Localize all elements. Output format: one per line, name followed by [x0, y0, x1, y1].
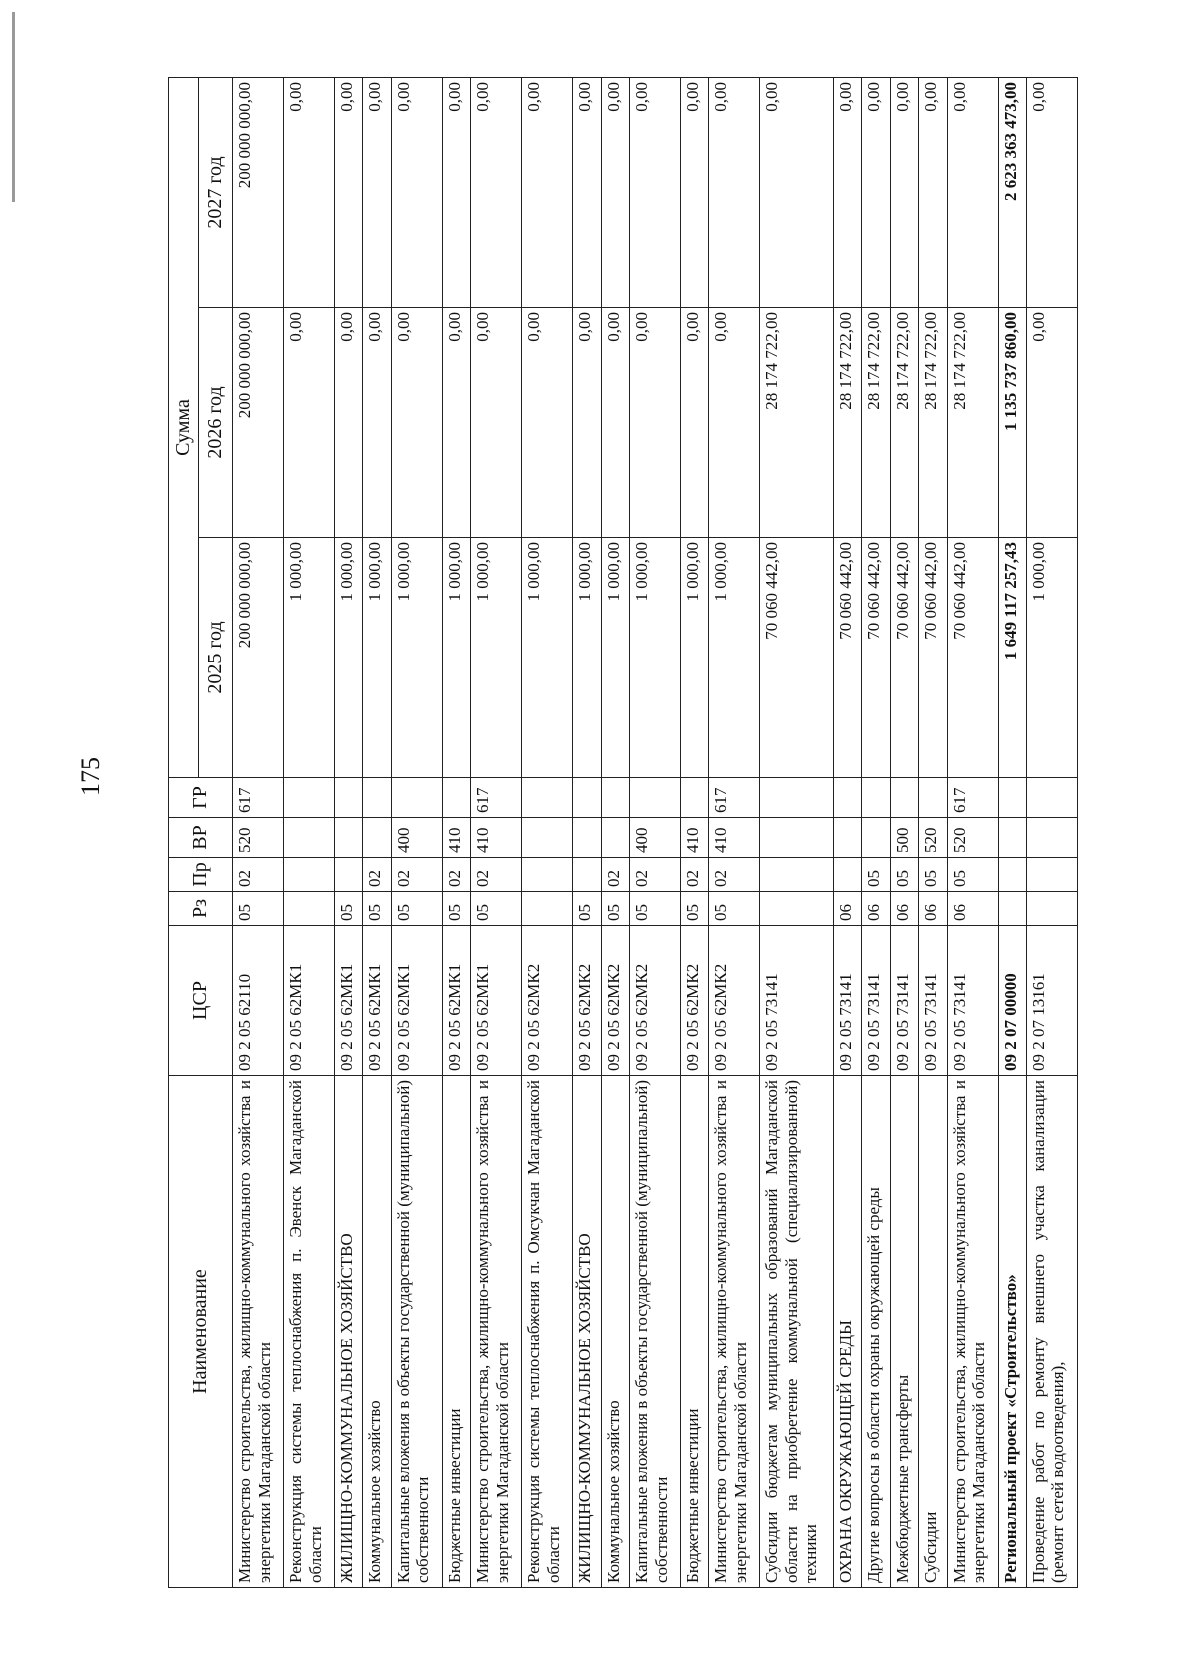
row-name-cell: Капитальные вложения в объекты государственной (муниципальной) собственности — [391, 1076, 442, 1588]
row-sum-2027-cell: 200 000 000,00 — [233, 77, 284, 307]
table-row — [833, 77, 861, 1587]
row-sum-2027-cell: 0,00 — [890, 77, 918, 307]
row-vr-cell — [601, 818, 629, 858]
row-vr-cell — [284, 818, 335, 858]
header-gr: ГР — [169, 778, 233, 818]
row-csr-cell: 09 2 05 73141 — [890, 926, 918, 1076]
row-rz-cell: 05 — [363, 892, 391, 926]
row-vr-cell: 520 — [919, 818, 947, 858]
row-name-cell: Межбюджетные трансферты — [890, 1076, 918, 1588]
row-sum-2027-cell: 0,00 — [1026, 77, 1077, 307]
row-sum-2025-cell: 1 000,00 — [471, 538, 522, 778]
row-sum-2025-cell: 1 000,00 — [629, 538, 680, 778]
row-sum-2025-cell: 1 000,00 — [363, 538, 391, 778]
row-csr-cell: 09 2 05 73141 — [760, 926, 834, 1076]
table-header — [169, 77, 233, 1587]
row-pr-cell: 02 — [442, 858, 470, 892]
row-csr-cell: 09 2 05 73141 — [919, 926, 947, 1076]
header-vr: ВР — [169, 818, 233, 858]
row-sum-2026-cell: 0,00 — [522, 308, 573, 538]
row-sum-2026-cell: 200 000 000,00 — [233, 308, 284, 538]
row-gr-cell — [862, 778, 890, 818]
row-gr-cell — [522, 778, 573, 818]
row-gr-cell — [1026, 778, 1077, 818]
row-name-cell: Реконструкция системы теплоснабжения п. Эвенск Магаданской области — [284, 1076, 335, 1588]
row-sum-2026-cell: 0,00 — [363, 308, 391, 538]
row-vr-cell — [522, 818, 573, 858]
row-vr-cell — [833, 818, 861, 858]
row-csr-cell: 09 2 05 62МК1 — [442, 926, 470, 1076]
table-row — [391, 77, 442, 1587]
row-pr-cell — [760, 858, 834, 892]
table-row — [919, 77, 947, 1587]
row-sum-2026-cell: 0,00 — [391, 308, 442, 538]
row-name-cell: ОХРАНА ОКРУЖАЮЩЕЙ СРЕДЫ — [833, 1076, 861, 1588]
row-name-cell: Реконструкция системы теплоснабжения п. Омсукчан Магаданской области — [522, 1076, 573, 1588]
row-sum-2026-cell: 0,00 — [335, 308, 363, 538]
row-sum-2025-cell: 70 060 442,00 — [919, 538, 947, 778]
row-vr-cell — [335, 818, 363, 858]
table-row — [629, 77, 680, 1587]
row-sum-2026-cell: 28 174 722,00 — [862, 308, 890, 538]
row-vr-cell — [998, 818, 1026, 858]
row-gr-cell — [363, 778, 391, 818]
row-vr-cell — [862, 818, 890, 858]
row-vr-cell — [573, 818, 601, 858]
row-sum-2027-cell: 2 623 363 473,00 — [998, 77, 1026, 307]
budget-table — [168, 77, 1078, 1588]
row-pr-cell: 02 — [680, 858, 708, 892]
row-rz-cell: 06 — [862, 892, 890, 926]
row-csr-cell: 09 2 05 62МК2 — [601, 926, 629, 1076]
row-csr-cell: 09 2 05 62МК1 — [471, 926, 522, 1076]
row-gr-cell: 617 — [709, 778, 760, 818]
row-vr-cell: 410 — [709, 818, 760, 858]
row-sum-2027-cell: 0,00 — [391, 77, 442, 307]
row-name-cell: Проведение работ по ремонту внешнего участка канализации (ремонт сетей водоотведения), — [1026, 1076, 1077, 1588]
row-gr-cell: 617 — [233, 778, 284, 818]
row-csr-cell: 09 2 05 62МК2 — [709, 926, 760, 1076]
row-vr-cell: 410 — [680, 818, 708, 858]
row-pr-cell: 02 — [363, 858, 391, 892]
row-vr-cell — [760, 818, 834, 858]
row-sum-2025-cell: 1 000,00 — [391, 538, 442, 778]
row-gr-cell: 617 — [947, 778, 998, 818]
row-gr-cell — [833, 778, 861, 818]
header-year-2025: 2025 год — [199, 538, 233, 778]
row-name-cell: Коммунальное хозяйство — [363, 1076, 391, 1588]
row-name-cell: Министерство строительства, жилищно-коммунального хозяйства и энергетики Магаданской области — [233, 1076, 284, 1588]
row-csr-cell: 09 2 05 62МК1 — [363, 926, 391, 1076]
row-pr-cell: 02 — [629, 858, 680, 892]
row-rz-cell — [1026, 892, 1077, 926]
row-sum-2026-cell: 0,00 — [629, 308, 680, 538]
row-rz-cell: 06 — [890, 892, 918, 926]
row-name-cell: Коммунальное хозяйство — [601, 1076, 629, 1588]
row-gr-cell — [335, 778, 363, 818]
row-sum-2027-cell: 0,00 — [680, 77, 708, 307]
row-name-cell: Министерство строительства, жилищно-коммунального хозяйства и энергетики Магаданской области — [471, 1076, 522, 1588]
row-pr-cell: 05 — [919, 858, 947, 892]
row-pr-cell: 02 — [709, 858, 760, 892]
row-vr-cell — [363, 818, 391, 858]
row-rz-cell: 05 — [471, 892, 522, 926]
header-name: Наименование — [169, 1076, 233, 1588]
row-sum-2025-cell: 1 000,00 — [284, 538, 335, 778]
row-sum-2026-cell: 0,00 — [284, 308, 335, 538]
row-gr-cell — [284, 778, 335, 818]
row-pr-cell: 02 — [601, 858, 629, 892]
row-gr-cell — [919, 778, 947, 818]
row-name-cell: Региональный проект «Строительство» — [998, 1076, 1026, 1588]
row-sum-2027-cell: 0,00 — [833, 77, 861, 307]
row-sum-2025-cell: 70 060 442,00 — [760, 538, 834, 778]
row-sum-2027-cell: 0,00 — [947, 77, 998, 307]
row-sum-2027-cell: 0,00 — [919, 77, 947, 307]
row-sum-2025-cell: 1 000,00 — [522, 538, 573, 778]
header-csr: ЦСР — [169, 926, 233, 1076]
table-row — [471, 77, 522, 1587]
row-csr-cell: 09 2 05 62110 — [233, 926, 284, 1076]
row-pr-cell — [833, 858, 861, 892]
row-sum-2027-cell: 0,00 — [601, 77, 629, 307]
row-csr-cell: 09 2 05 73141 — [862, 926, 890, 1076]
row-sum-2025-cell: 1 649 117 257,43 — [998, 538, 1026, 778]
row-pr-cell — [1026, 858, 1077, 892]
table-row — [760, 77, 834, 1587]
page-number: 175 — [76, 757, 105, 796]
row-sum-2026-cell: 28 174 722,00 — [833, 308, 861, 538]
row-sum-2027-cell: 0,00 — [629, 77, 680, 307]
header-sum: Сумма — [169, 77, 199, 777]
row-rz-cell — [760, 892, 834, 926]
row-name-cell: Министерство строительства, жилищно-коммунального хозяйства и энергетики Магаданской области — [947, 1076, 998, 1588]
table-row — [890, 77, 918, 1587]
row-name-cell: Капитальные вложения в объекты государственной (муниципальной) собственности — [629, 1076, 680, 1588]
table-row — [680, 77, 708, 1587]
row-sum-2026-cell: 28 174 722,00 — [947, 308, 998, 538]
row-pr-cell: 05 — [890, 858, 918, 892]
row-gr-cell — [442, 778, 470, 818]
row-sum-2027-cell: 0,00 — [709, 77, 760, 307]
header-year-2027: 2027 год — [199, 77, 233, 307]
row-vr-cell: 410 — [442, 818, 470, 858]
row-csr-cell: 09 2 05 62МК2 — [629, 926, 680, 1076]
scan-edge-mark — [12, 12, 15, 202]
row-sum-2025-cell: 70 060 442,00 — [947, 538, 998, 778]
row-sum-2025-cell: 1 000,00 — [1026, 538, 1077, 778]
row-csr-cell: 09 2 05 73141 — [833, 926, 861, 1076]
row-name-cell: Субсидии бюджетам муниципальных образований Магаданской области на приобретение коммунальной (специализированной) техники — [760, 1076, 834, 1588]
table-row — [573, 77, 601, 1587]
row-vr-cell: 400 — [629, 818, 680, 858]
row-gr-cell — [629, 778, 680, 818]
row-name-cell: ЖИЛИЩНО-КОММУНАЛЬНОЕ ХОЗЯЙСТВО — [573, 1076, 601, 1588]
row-rz-cell: 05 — [233, 892, 284, 926]
row-sum-2026-cell: 1 135 737 860,00 — [998, 308, 1026, 538]
row-sum-2027-cell: 0,00 — [335, 77, 363, 307]
row-name-cell: Бюджетные инвестиции — [680, 1076, 708, 1588]
table-row — [709, 77, 760, 1587]
table-body — [233, 77, 1078, 1587]
row-sum-2025-cell: 70 060 442,00 — [890, 538, 918, 778]
table-row — [601, 77, 629, 1587]
row-sum-2026-cell: 0,00 — [442, 308, 470, 538]
row-gr-cell: 617 — [471, 778, 522, 818]
table-row — [233, 77, 284, 1587]
row-sum-2025-cell: 1 000,00 — [573, 538, 601, 778]
table-row — [442, 77, 470, 1587]
row-vr-cell: 410 — [471, 818, 522, 858]
row-sum-2027-cell: 0,00 — [760, 77, 834, 307]
row-pr-cell — [573, 858, 601, 892]
row-sum-2026-cell: 0,00 — [573, 308, 601, 538]
row-sum-2027-cell: 0,00 — [284, 77, 335, 307]
row-rz-cell: 05 — [680, 892, 708, 926]
row-csr-cell: 09 2 05 73141 — [947, 926, 998, 1076]
row-sum-2027-cell: 0,00 — [573, 77, 601, 307]
table-row — [947, 77, 998, 1587]
row-sum-2025-cell: 1 000,00 — [709, 538, 760, 778]
row-rz-cell: 05 — [335, 892, 363, 926]
row-csr-cell: 09 2 05 62МК2 — [522, 926, 573, 1076]
row-rz-cell: 06 — [919, 892, 947, 926]
row-pr-cell — [998, 858, 1026, 892]
table-row — [862, 77, 890, 1587]
row-rz-cell — [284, 892, 335, 926]
row-sum-2025-cell: 1 000,00 — [335, 538, 363, 778]
row-sum-2025-cell: 200 000 000,00 — [233, 538, 284, 778]
row-sum-2025-cell: 70 060 442,00 — [833, 538, 861, 778]
row-name-cell: Субсидии — [919, 1076, 947, 1588]
row-sum-2025-cell: 1 000,00 — [680, 538, 708, 778]
row-sum-2025-cell: 1 000,00 — [601, 538, 629, 778]
row-csr-cell: 09 2 05 62МК2 — [680, 926, 708, 1076]
row-sum-2026-cell: 0,00 — [680, 308, 708, 538]
row-sum-2026-cell: 28 174 722,00 — [760, 308, 834, 538]
table-row — [284, 77, 335, 1587]
row-vr-cell: 520 — [947, 818, 998, 858]
row-sum-2027-cell: 0,00 — [522, 77, 573, 307]
row-pr-cell — [335, 858, 363, 892]
row-gr-cell — [890, 778, 918, 818]
row-name-cell: ЖИЛИЩНО-КОММУНАЛЬНОЕ ХОЗЯЙСТВО — [335, 1076, 363, 1588]
row-sum-2025-cell: 1 000,00 — [442, 538, 470, 778]
row-sum-2027-cell: 0,00 — [363, 77, 391, 307]
row-rz-cell: 05 — [391, 892, 442, 926]
row-gr-cell — [573, 778, 601, 818]
row-pr-cell: 02 — [391, 858, 442, 892]
row-sum-2026-cell: 0,00 — [601, 308, 629, 538]
row-rz-cell — [998, 892, 1026, 926]
row-rz-cell: 05 — [573, 892, 601, 926]
row-gr-cell — [601, 778, 629, 818]
row-name-cell: Другие вопросы в области охраны окружающей среды — [862, 1076, 890, 1588]
row-rz-cell — [522, 892, 573, 926]
header-pr: Пр — [169, 858, 233, 892]
row-csr-cell: 09 2 07 00000 — [998, 926, 1026, 1076]
row-sum-2027-cell: 0,00 — [442, 77, 470, 307]
row-name-cell: Бюджетные инвестиции — [442, 1076, 470, 1588]
row-gr-cell — [760, 778, 834, 818]
row-pr-cell — [284, 858, 335, 892]
row-rz-cell: 06 — [833, 892, 861, 926]
row-sum-2026-cell: 28 174 722,00 — [919, 308, 947, 538]
table-row — [335, 77, 363, 1587]
row-csr-cell: 09 2 07 13161 — [1026, 926, 1077, 1076]
row-rz-cell: 05 — [709, 892, 760, 926]
table-row — [363, 77, 391, 1587]
row-sum-2026-cell: 0,00 — [1026, 308, 1077, 538]
row-rz-cell: 05 — [601, 892, 629, 926]
row-pr-cell: 05 — [862, 858, 890, 892]
row-sum-2027-cell: 0,00 — [862, 77, 890, 307]
row-gr-cell — [680, 778, 708, 818]
row-rz-cell: 05 — [442, 892, 470, 926]
row-csr-cell: 09 2 05 62МК2 — [573, 926, 601, 1076]
table-row — [522, 77, 573, 1587]
table-row — [998, 77, 1026, 1587]
row-pr-cell: 05 — [947, 858, 998, 892]
row-name-cell: Министерство строительства, жилищно-коммунального хозяйства и энергетики Магаданской области — [709, 1076, 760, 1588]
table-row — [1026, 77, 1077, 1587]
row-pr-cell: 02 — [471, 858, 522, 892]
row-vr-cell — [1026, 818, 1077, 858]
row-vr-cell: 500 — [890, 818, 918, 858]
row-rz-cell: 06 — [947, 892, 998, 926]
row-gr-cell — [391, 778, 442, 818]
budget-table-container — [168, 78, 1078, 1588]
row-sum-2026-cell: 28 174 722,00 — [890, 308, 918, 538]
row-rz-cell: 05 — [629, 892, 680, 926]
row-vr-cell: 400 — [391, 818, 442, 858]
row-gr-cell — [998, 778, 1026, 818]
row-pr-cell — [522, 858, 573, 892]
row-sum-2025-cell: 70 060 442,00 — [862, 538, 890, 778]
row-sum-2026-cell: 0,00 — [471, 308, 522, 538]
row-csr-cell: 09 2 05 62МК1 — [335, 926, 363, 1076]
row-csr-cell: 09 2 05 62МК1 — [391, 926, 442, 1076]
header-rz: Рз — [169, 892, 233, 926]
header-year-2026: 2026 год — [199, 308, 233, 538]
row-csr-cell: 09 2 05 62МК1 — [284, 926, 335, 1076]
row-sum-2026-cell: 0,00 — [709, 308, 760, 538]
row-vr-cell: 520 — [233, 818, 284, 858]
row-pr-cell: 02 — [233, 858, 284, 892]
row-sum-2027-cell: 0,00 — [471, 77, 522, 307]
